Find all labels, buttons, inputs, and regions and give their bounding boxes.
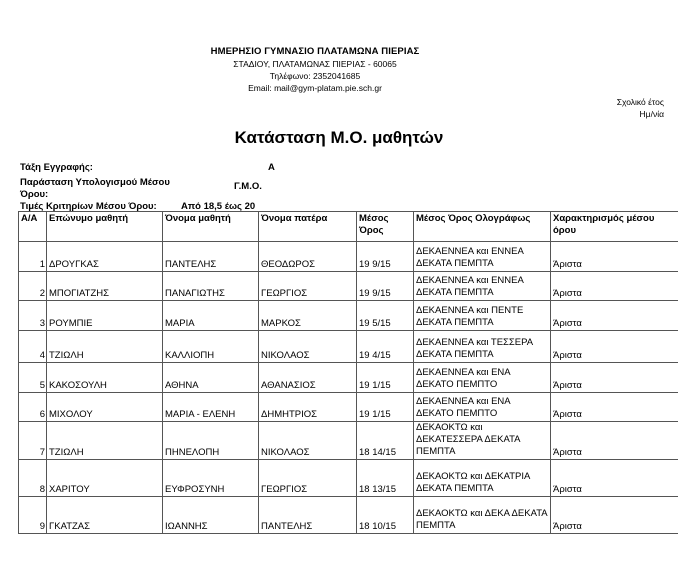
average-value: 18 14/15 bbox=[357, 422, 414, 460]
student-surname: ΡΟΥΜΠΙΕ bbox=[47, 301, 163, 331]
column-header: Μέσος Όρος bbox=[357, 212, 414, 242]
row-number: 1 bbox=[19, 242, 47, 272]
row-number: 3 bbox=[19, 301, 47, 331]
student-name: ΑΘΗΝΑ bbox=[163, 363, 259, 393]
school-phone: Τηλέφωνο: 2352041685 bbox=[269, 71, 361, 81]
class-label: Τάξη Εγγραφής: bbox=[20, 162, 93, 173]
average-in-words: ΔΕΚΑΕΝΝΕΑ και ΕΝΑ ΔΕΚΑΤΟ ΠΕΜΠΤΟ bbox=[414, 363, 551, 393]
row-number: 2 bbox=[19, 272, 47, 301]
column-header: Όνομα πατέρα bbox=[259, 212, 357, 242]
student-surname: ΜΠΟΓΙΑΤΖΗΣ bbox=[47, 272, 163, 301]
average-value: 19 4/15 bbox=[357, 331, 414, 363]
father-name: ΔΗΜΗΤΡΙΟΣ bbox=[259, 393, 357, 422]
table-row bbox=[19, 422, 678, 460]
father-name: ΝΙΚΟΛΑΟΣ bbox=[259, 331, 357, 363]
grade-characterization: Άριστα bbox=[551, 497, 678, 534]
row-number: 9 bbox=[19, 497, 47, 534]
range-label: Τιμές Κριτηρίων Μέσου Όρου: bbox=[20, 201, 157, 212]
table-row bbox=[19, 393, 678, 422]
grade-characterization: Άριστα bbox=[551, 242, 678, 272]
student-surname: ΧΑΡΙΤΟΥ bbox=[47, 460, 163, 497]
row-number: 8 bbox=[19, 460, 47, 497]
column-header: Α/Α bbox=[19, 212, 47, 242]
student-surname: ΤΖΙΩΛΗ bbox=[47, 331, 163, 363]
school-year-label: Σχολικό έτος bbox=[616, 97, 664, 107]
average-value: 19 9/15 bbox=[357, 242, 414, 272]
calc-value: Γ.Μ.Ο. bbox=[234, 181, 262, 192]
range-value: Από 18,5 έως 20 bbox=[181, 201, 256, 212]
grade-characterization: Άριστα bbox=[551, 393, 678, 422]
table-row bbox=[19, 363, 678, 393]
grade-characterization: Άριστα bbox=[551, 331, 678, 363]
father-name: ΠΑΝΤΕΛΗΣ bbox=[259, 497, 357, 534]
date-label: Ημ/νία bbox=[639, 109, 664, 119]
student-name: ΚΑΛΛΙΟΠΗ bbox=[163, 331, 259, 363]
calc-label: Παράσταση Υπολογισμού Μέσου Όρου: bbox=[20, 177, 170, 200]
school-email: Email: mail@gym-platam.pie.sch.gr bbox=[248, 83, 382, 93]
average-in-words: ΔΕΚΑΕΝΝΕΑ και ΠΕΝΤΕ ΔΕΚΑΤΑ ΠΕΜΠΤΑ bbox=[414, 301, 551, 331]
average-value: 19 9/15 bbox=[357, 272, 414, 301]
average-in-words: ΔΕΚΑΕΝΝΕΑ και ΕΝΝΕΑ ΔΕΚΑΤΑ ΠΕΜΠΤΑ bbox=[414, 242, 551, 272]
student-name: ΙΩΑΝΝΗΣ bbox=[163, 497, 259, 534]
page-title: Κατάσταση Μ.Ο. μαθητών bbox=[234, 128, 444, 147]
average-in-words: ΔΕΚΑΕΝΝΕΑ και ΕΝΑ ΔΕΚΑΤΟ ΠΕΜΠΤΟ bbox=[414, 393, 551, 422]
student-name: ΕΥΦΡΟΣΥΝΗ bbox=[163, 460, 259, 497]
student-name: ΠΗΝΕΛΟΠΗ bbox=[163, 422, 259, 460]
column-header: Επώνυμο μαθητή bbox=[47, 212, 163, 242]
father-name: ΘΕΟΔΩΡΟΣ bbox=[259, 242, 357, 272]
row-number: 6 bbox=[19, 393, 47, 422]
table-row bbox=[19, 497, 678, 534]
row-number: 4 bbox=[19, 331, 47, 363]
school-name: ΗΜΕΡΗΣΙΟ ΓΥΜΝΑΣΙΟ ΠΛΑΤΑΜΩΝΑ ΠΙΕΡΙΑΣ bbox=[210, 46, 420, 57]
row-number: 7 bbox=[19, 422, 47, 460]
average-in-words: ΔΕΚΑΟΚΤΩ και ΔΕΚΑ ΔΕΚΑΤΑ ΠΕΜΠΤΑ bbox=[414, 497, 551, 534]
father-name: ΝΙΚΟΛΑΟΣ bbox=[259, 422, 357, 460]
table-row bbox=[19, 301, 678, 331]
average-value: 19 1/15 bbox=[357, 363, 414, 393]
average-value: 18 10/15 bbox=[357, 497, 414, 534]
table-row bbox=[19, 460, 678, 497]
student-surname: ΔΡΟΥΓΚΑΣ bbox=[47, 242, 163, 272]
grade-characterization: Άριστα bbox=[551, 422, 678, 460]
class-value: Α bbox=[268, 162, 275, 173]
grade-characterization: Άριστα bbox=[551, 272, 678, 301]
table-row bbox=[19, 242, 678, 272]
student-name: ΜΑΡΙΑ - ΕΛΕΝΗ bbox=[163, 393, 259, 422]
student-surname: ΓΚΑΤΖΑΣ bbox=[47, 497, 163, 534]
school-address: ΣΤΑΔΙΟΥ, ΠΛΑΤΑΜΩΝΑΣ ΠΙΕΡΙΑΣ - 60065 bbox=[233, 59, 397, 69]
table-header-row bbox=[19, 212, 678, 242]
average-in-words: ΔΕΚΑΟΚΤΩ και ΔΕΚΑΤΡΙΑ ΔΕΚΑΤΑ ΠΕΜΠΤΑ bbox=[414, 460, 551, 497]
average-value: 19 5/15 bbox=[357, 301, 414, 331]
student-surname: ΤΖΙΩΛΗ bbox=[47, 422, 163, 460]
father-name: ΜΑΡΚΟΣ bbox=[259, 301, 357, 331]
column-header: Χαρακτηρισμός μέσου όρου bbox=[551, 212, 678, 242]
grades-table bbox=[18, 211, 678, 534]
student-surname: ΜΙΧΟΛΟΥ bbox=[47, 393, 163, 422]
grade-characterization: Άριστα bbox=[551, 363, 678, 393]
average-value: 19 1/15 bbox=[357, 393, 414, 422]
average-in-words: ΔΕΚΑΕΝΝΕΑ και ΤΕΣΣΕΡΑ ΔΕΚΑΤΑ ΠΕΜΠΤΑ bbox=[414, 331, 551, 363]
student-surname: ΚΑΚΟΣΟΥΛΗ bbox=[47, 363, 163, 393]
average-value: 18 13/15 bbox=[357, 460, 414, 497]
row-number: 5 bbox=[19, 363, 47, 393]
student-name: ΜΑΡΙΑ bbox=[163, 301, 259, 331]
student-name: ΠΑΝΑΓΙΩΤΗΣ bbox=[163, 272, 259, 301]
average-in-words: ΔΕΚΑΟΚΤΩ και ΔΕΚΑΤΕΣΣΕΡΑ ΔΕΚΑΤΑ ΠΕΜΠΤΑ bbox=[414, 422, 551, 460]
table-row bbox=[19, 272, 678, 301]
column-header: Όνομα μαθητή bbox=[163, 212, 259, 242]
grade-characterization: Άριστα bbox=[551, 460, 678, 497]
father-name: ΓΕΩΡΓΙΟΣ bbox=[259, 460, 357, 497]
column-header: Μέσος Όρος Ολογράφως bbox=[414, 212, 551, 242]
father-name: ΑΘΑΝΑΣΙΟΣ bbox=[259, 363, 357, 393]
table-row bbox=[19, 331, 678, 363]
grade-characterization: Άριστα bbox=[551, 301, 678, 331]
student-name: ΠΑΝΤΕΛΗΣ bbox=[163, 242, 259, 272]
average-in-words: ΔΕΚΑΕΝΝΕΑ και ΕΝΝΕΑ ΔΕΚΑΤΑ ΠΕΜΠΤΑ bbox=[414, 272, 551, 301]
father-name: ΓΕΩΡΓΙΟΣ bbox=[259, 272, 357, 301]
